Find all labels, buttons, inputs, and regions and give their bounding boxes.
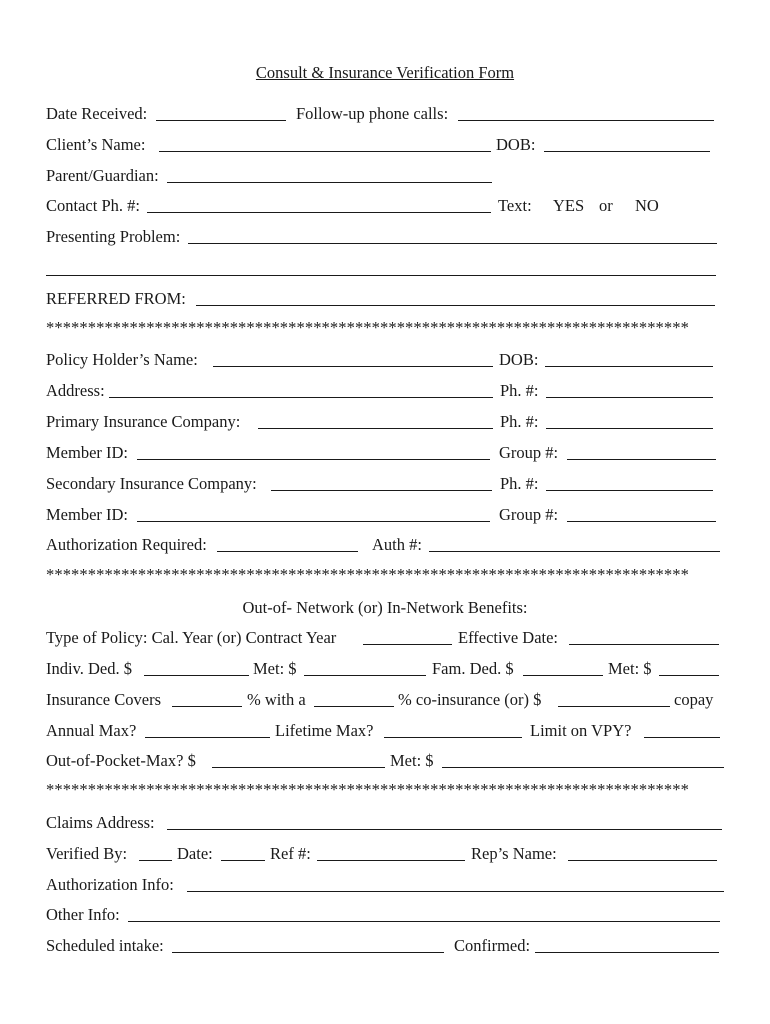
effective-date-field[interactable]: [569, 644, 719, 645]
row-authorization-info: [46, 874, 726, 896]
scheduled-intake-label: Scheduled intake:: [46, 936, 164, 955]
contact-ph-label: Contact Ph. #:: [46, 196, 140, 215]
scheduled-intake-field[interactable]: [172, 952, 444, 953]
fam-met-label: Met: $: [608, 659, 652, 678]
fam-ded-label: Fam. Ded. $: [432, 659, 514, 678]
benefits-heading: Out-of- Network (or) In-Network Benefits:: [242, 598, 528, 617]
effective-date-label: Effective Date:: [458, 628, 559, 647]
lifetime-max-label: Lifetime Max?: [275, 721, 374, 740]
ref-field[interactable]: [317, 860, 465, 861]
row-address: [46, 380, 726, 402]
row-policy-holder: [46, 349, 726, 371]
out-of-pocket-met-label: Met: $: [390, 751, 434, 770]
row-verified-by: [46, 843, 726, 865]
secondary-insurance-ph-field[interactable]: [546, 490, 713, 491]
indiv-met-field[interactable]: [304, 675, 426, 676]
presenting-problem-field[interactable]: [188, 243, 717, 244]
authorization-info-field[interactable]: [187, 891, 724, 892]
ref-label: Ref #:: [270, 844, 311, 863]
primary-group-field[interactable]: [567, 459, 716, 460]
type-of-policy-field[interactable]: [363, 644, 452, 645]
secondary-insurance-ph-label: Ph. #:: [500, 474, 539, 493]
secondary-member-id-field[interactable]: [137, 521, 490, 522]
type-of-policy-label: Type of Policy: Cal. Year (or) Contract Year: [46, 628, 337, 647]
row-secondary-insurance: [46, 473, 726, 495]
address-ph-label: Ph. #:: [500, 381, 539, 400]
parent-guardian-field[interactable]: [167, 182, 492, 183]
secondary-group-field[interactable]: [567, 521, 716, 522]
reps-name-label: Rep’s Name:: [471, 844, 557, 863]
limit-vpy-label: Limit on VPY?: [530, 721, 632, 740]
row-client-name: [46, 134, 726, 156]
pct-with-a-field[interactable]: [314, 706, 394, 707]
row-scheduled-intake: [46, 935, 726, 957]
date-received-label: Date Received:: [46, 104, 148, 123]
primary-insurance-ph-field[interactable]: [546, 428, 713, 429]
other-info-field[interactable]: [128, 921, 720, 922]
presenting-problem-field-line2[interactable]: [46, 275, 716, 276]
text-or-label: or: [599, 196, 613, 215]
policy-holder-field[interactable]: [213, 366, 493, 367]
date-received-field[interactable]: [156, 120, 286, 121]
row-presenting-problem-cont: [46, 258, 726, 280]
confirmed-label: Confirmed:: [454, 936, 531, 955]
parent-guardian-label: Parent/Guardian:: [46, 166, 159, 185]
fam-met-field[interactable]: [659, 675, 719, 676]
out-of-pocket-field[interactable]: [212, 767, 385, 768]
row-type-of-policy: [46, 627, 726, 649]
out-of-pocket-label: Out-of-Pocket-Max? $: [46, 751, 196, 770]
row-secondary-member-id: [46, 504, 726, 526]
out-of-pocket-met-field[interactable]: [442, 767, 724, 768]
indiv-ded-field[interactable]: [144, 675, 249, 676]
auth-number-field[interactable]: [429, 551, 720, 552]
client-dob-field[interactable]: [544, 151, 710, 152]
pct-with-a-label: % with a: [247, 690, 306, 709]
insurance-covers-field[interactable]: [172, 706, 242, 707]
referred-from-field[interactable]: [196, 305, 715, 306]
client-dob-label: DOB:: [496, 135, 536, 154]
primary-member-id-field[interactable]: [137, 459, 490, 460]
client-name-field[interactable]: [159, 151, 491, 152]
policy-holder-dob-label: DOB:: [499, 350, 539, 369]
claims-address-label: Claims Address:: [46, 813, 155, 832]
indiv-met-label: Met: $: [253, 659, 297, 678]
separator: *****************************************************************************: [46, 565, 689, 584]
separator: *****************************************************************************: [46, 780, 689, 799]
row-insurance-covers: [46, 689, 726, 711]
row-claims-address: [46, 812, 726, 834]
annual-max-label: Annual Max?: [46, 721, 137, 740]
row-referred-from: [46, 288, 726, 310]
verified-date-label: Date:: [177, 844, 213, 863]
row-out-of-pocket: [46, 750, 726, 772]
other-info-label: Other Info:: [46, 905, 120, 924]
text-yes-option[interactable]: YES: [553, 196, 585, 215]
reps-name-field[interactable]: [568, 860, 717, 861]
secondary-group-label: Group #:: [499, 505, 559, 524]
policy-holder-dob-field[interactable]: [545, 366, 713, 367]
secondary-member-id-label: Member ID:: [46, 505, 129, 524]
authorization-required-label: Authorization Required:: [46, 535, 207, 554]
secondary-insurance-label: Secondary Insurance Company:: [46, 474, 257, 493]
row-deductibles: [46, 658, 726, 680]
fam-ded-field[interactable]: [523, 675, 603, 676]
address-field[interactable]: [109, 397, 493, 398]
primary-insurance-field[interactable]: [258, 428, 493, 429]
insurance-covers-label: Insurance Covers: [46, 690, 162, 709]
secondary-insurance-field[interactable]: [271, 490, 492, 491]
row-other-info: [46, 904, 726, 926]
confirmed-field[interactable]: [535, 952, 719, 953]
row-parent-guardian: [46, 165, 726, 187]
authorization-info-label: Authorization Info:: [46, 875, 174, 894]
verified-by-field[interactable]: [139, 860, 172, 861]
limit-vpy-field[interactable]: [644, 737, 720, 738]
row-primary-insurance: [46, 411, 726, 433]
claims-address-field[interactable]: [167, 829, 722, 830]
primary-member-id-label: Member ID:: [46, 443, 129, 462]
row-date-received: [46, 103, 726, 125]
primary-insurance-ph-label: Ph. #:: [500, 412, 539, 431]
client-name-label: Client’s Name:: [46, 135, 146, 154]
contact-ph-field[interactable]: [147, 212, 491, 213]
followup-calls-field[interactable]: [458, 120, 714, 121]
auth-number-label: Auth #:: [372, 535, 422, 554]
primary-insurance-label: Primary Insurance Company:: [46, 412, 241, 431]
copay-label: copay: [674, 690, 714, 709]
form-title: Consult & Insurance Verification Form: [255, 63, 515, 82]
row-contact-ph: [46, 195, 726, 217]
coinsurance-label: % co-insurance (or) $: [398, 690, 542, 709]
verified-by-label: Verified By:: [46, 844, 128, 863]
row-primary-member-id: [46, 442, 726, 464]
annual-max-field[interactable]: [145, 737, 270, 738]
row-presenting-problem: [46, 226, 726, 248]
separator: *****************************************************************************: [46, 318, 689, 337]
indiv-ded-label: Indiv. Ded. $: [46, 659, 132, 678]
row-authorization: [46, 534, 726, 556]
policy-holder-label: Policy Holder’s Name:: [46, 350, 198, 369]
verified-date-field[interactable]: [221, 860, 265, 861]
followup-calls-label: Follow-up phone calls:: [296, 104, 449, 123]
referred-from-label: REFERRED FROM:: [46, 289, 186, 308]
address-ph-field[interactable]: [546, 397, 713, 398]
copay-field[interactable]: [558, 706, 670, 707]
row-max: [46, 720, 726, 742]
primary-group-label: Group #:: [499, 443, 559, 462]
text-no-option[interactable]: NO: [635, 196, 659, 215]
lifetime-max-field[interactable]: [384, 737, 522, 738]
text-label: Text:: [498, 196, 532, 215]
presenting-problem-label: Presenting Problem:: [46, 227, 181, 246]
authorization-required-field[interactable]: [217, 551, 358, 552]
address-label: Address:: [46, 381, 105, 400]
